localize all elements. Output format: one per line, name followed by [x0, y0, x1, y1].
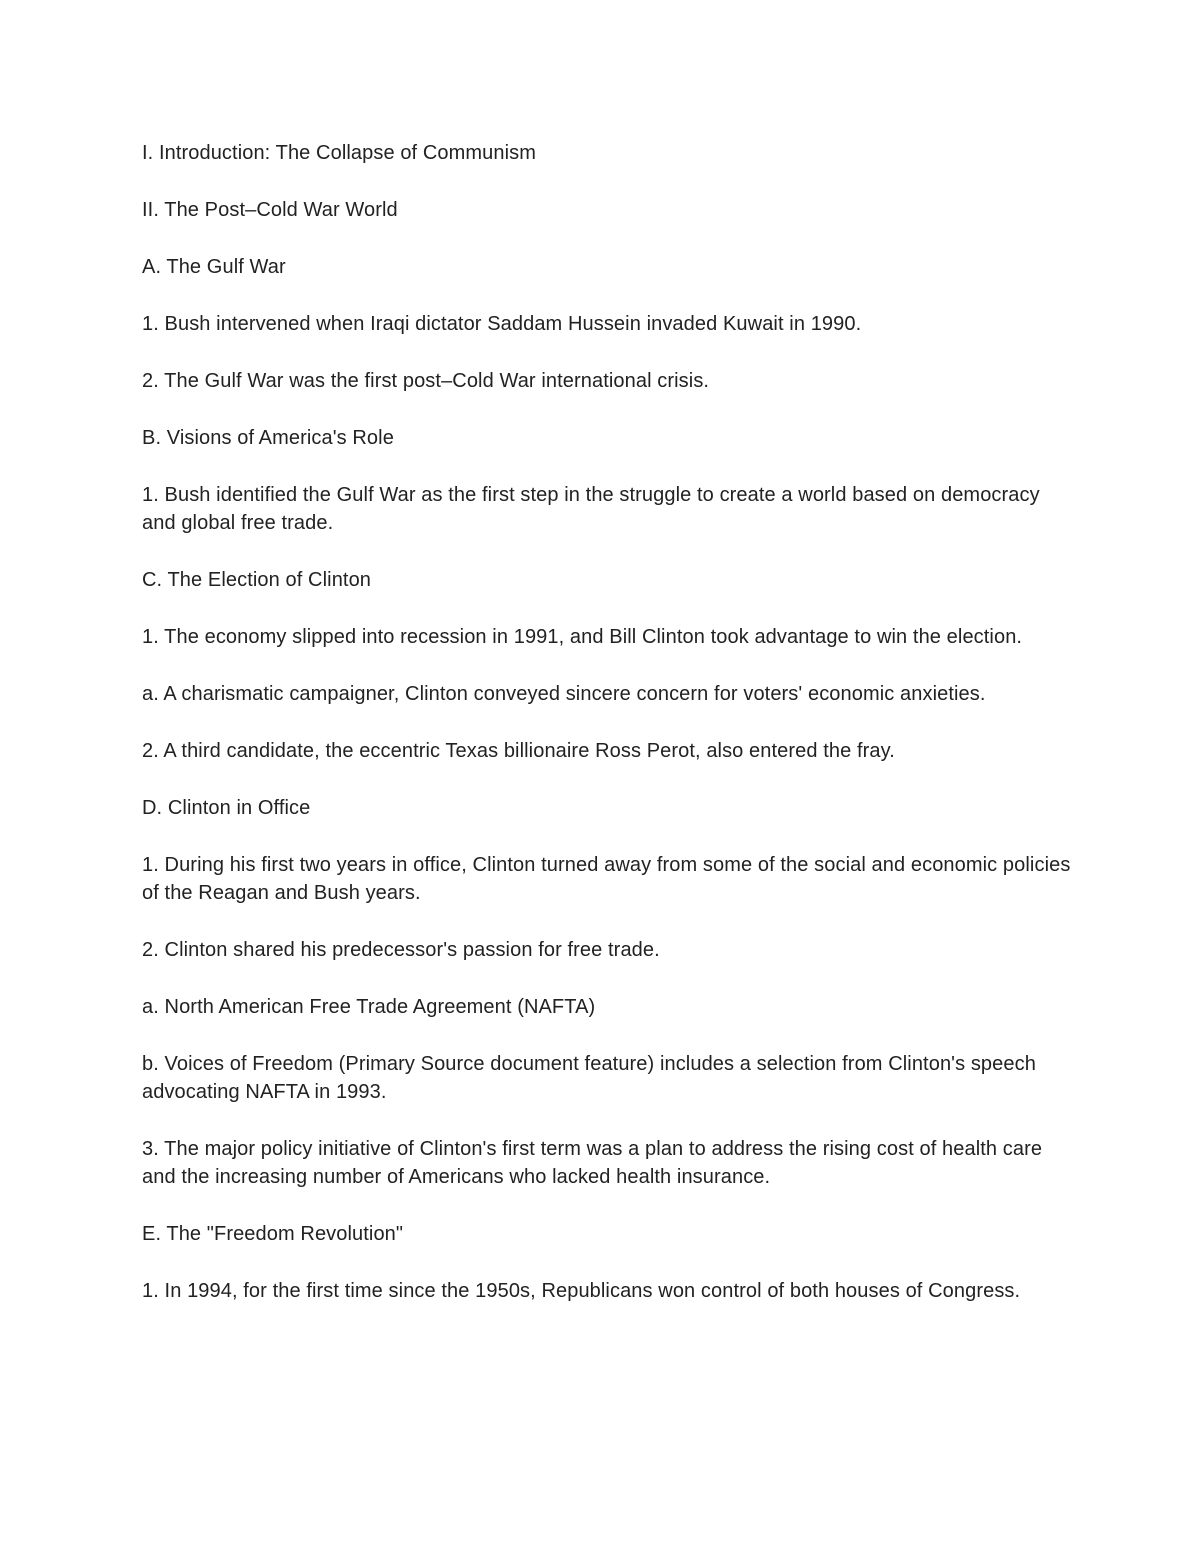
subheading-freedom-revolution: E. The "Freedom Revolution" — [142, 1223, 404, 1245]
subheading-gulf-war: A. The Gulf War — [142, 256, 286, 278]
list-item: a. A charismatic campaigner, Clinton conveyed sincere concern for voters' economic anxieties. — [142, 683, 986, 705]
list-item: 1. The economy slipped into recession in 1991, and Bill Clinton took advantage to win the election. — [142, 626, 1023, 648]
document-page — [142, 139, 1072, 1334]
list-item: 1. Bush intervened when Iraqi dictator Saddam Hussein invaded Kuwait in 1990. — [142, 313, 862, 335]
heading-post-cold-war-world: II. The Post–Cold War World — [142, 199, 398, 221]
subheading-clinton-in-office: D. Clinton in Office — [142, 797, 311, 819]
list-item: 1. During his first two years in office, Clinton turned away from some of the social and economic policies of the Reagan and Bush years. — [142, 854, 1071, 904]
list-item: 2. Clinton shared his predecessor's passion for free trade. — [142, 939, 660, 961]
subheading-election-of-clinton: C. The Election of Clinton — [142, 569, 372, 591]
subheading-visions-of-americas-role: B. Visions of America's Role — [142, 427, 394, 449]
list-item: 2. The Gulf War was the first post–Cold War international crisis. — [142, 370, 710, 392]
list-item: 2. A third candidate, the eccentric Texas billionaire Ross Perot, also entered the fray. — [142, 740, 895, 762]
heading-introduction: I. Introduction: The Collapse of Communism — [142, 142, 537, 164]
list-item: 1. In 1994, for the first time since the 1950s, Republicans won control of both houses of Congress. — [142, 1280, 1021, 1302]
list-item: 3. The major policy initiative of Clinton's first term was a plan to address the rising cost of health care and the increasing number of Americans who lacked health insurance. — [142, 1138, 1043, 1188]
list-item: 1. Bush identified the Gulf War as the first step in the struggle to create a world based on democracy and global free trade. — [142, 484, 1040, 534]
list-item: b. Voices of Freedom (Primary Source document feature) includes a selection from Clinton's speech advocating NAFTA in 1993. — [142, 1053, 1036, 1103]
list-item: a. North American Free Trade Agreement (NAFTA) — [142, 996, 596, 1018]
